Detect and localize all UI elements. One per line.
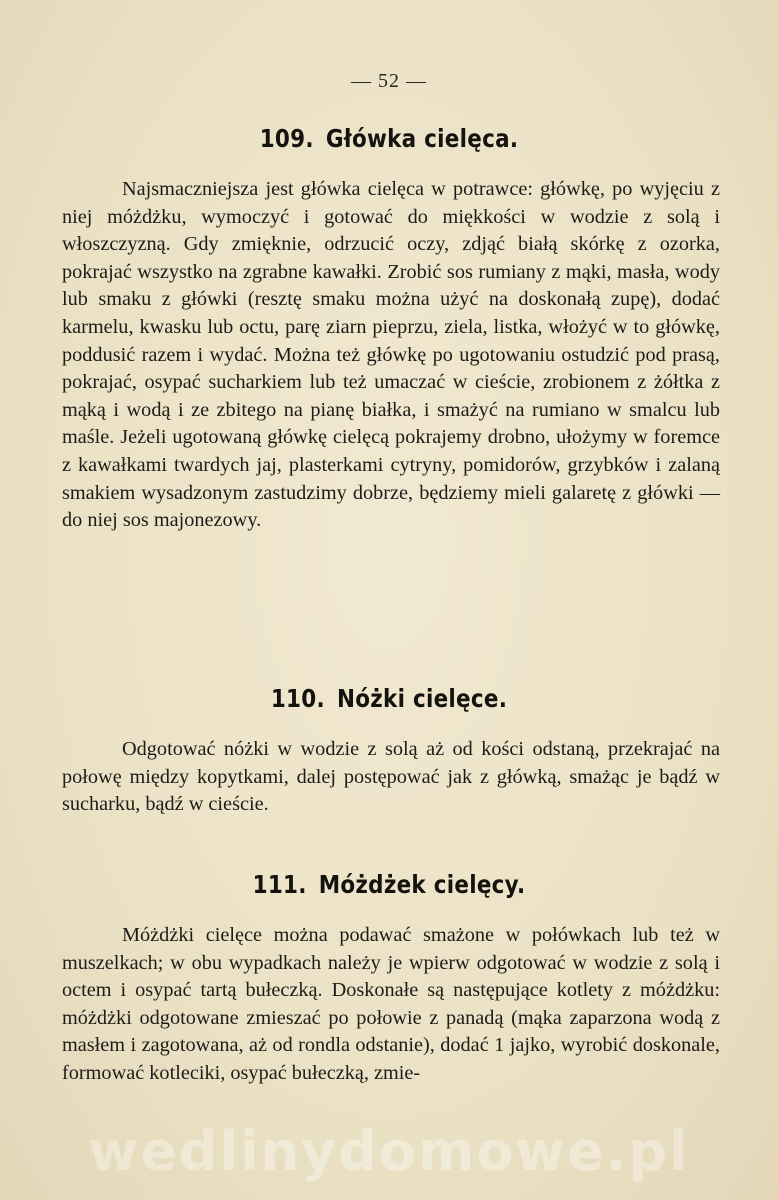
recipe-body-109: Najsmaczniejsza jest główka cielęca w potrawce: główkę, po wyjęciu z niej móżdżku, wymoczyć i gotować do miękkości w wodzie z solą i włoszczyzną. Gdy zmięknie, odrzucić oczy, zdjąć białą skórkę z ozorka, pokrajać wszystko na zgrabne kawałki. Zrobić sos rumiany z mąki, masła, wody lub smaku z główki (resztę smaku można użyć na doskonałą zupę), dodać karmelu, kwasku lub octu, parę ziarn pieprzu, ziela, listka, włożyć w to główkę, poddusić razem i wydać. Można też główkę po ugotowaniu ostudzić pod prasą, pokrajać, osypać sucharkiem lub też umaczać w cieście, zrobionem z żółtka z mąką i wodą i ze zbitego na pianę białka, i smażyć na rumiano w smalcu lub maśle. Jeżeli ugotowaną główkę cielęcą pokrajemy drobno, ułożymy w foremce z kawałkami twardych jaj, plasterkami cytryny, pomidorów, grzybków i zalaną smakiem wysadzonym zastudzimy dobrze, będziemy mieli galaretę z główki — do niej sos majonezowy. <box>62 178 720 532</box>
recipe-number: 109. <box>259 124 314 153</box>
recipe-title: Nóżki cielęce. <box>336 684 508 713</box>
recipe-body-111: Móżdżki cielęce można podawać smażone w połówkach lub też w muszelkach; w obu wypadkach należy je wpierw odgotować w wodzie z solą i octem i osypać tartą bułeczką. Doskonałe są następujące kotlety z móżdżku: móżdżki odgotowane zmieszać po połowie z panadą (mąka zaparzona wodą z masłem i zagotowana, aż od rondla odstanie), dodać 1 jajko, wyrobić doskonale, formować kotleciki, osypać bułeczką, zmie- <box>62 924 720 1084</box>
watermark: wedlinydomowe.pl <box>88 1120 690 1183</box>
recipe-heading-110 <box>54 684 723 713</box>
page-number: — 52 — <box>351 70 427 92</box>
recipe-number: 110. <box>270 684 325 713</box>
recipe-title: Móżdżek cielęcy. <box>318 870 526 899</box>
recipe-title: Główka cielęca. <box>325 124 519 153</box>
recipe-heading-109 <box>54 124 723 153</box>
recipe-number: 111. <box>252 870 307 899</box>
recipe-heading-111 <box>54 870 723 899</box>
recipe-body-110: Odgotować nóżki w wodzie z solą aż od kości odstaną, przekrajać na połowę między kopytkami, dalej postępować jak z główką, smażąc je bądź w sucharku, bądź w cieście. <box>62 738 720 816</box>
